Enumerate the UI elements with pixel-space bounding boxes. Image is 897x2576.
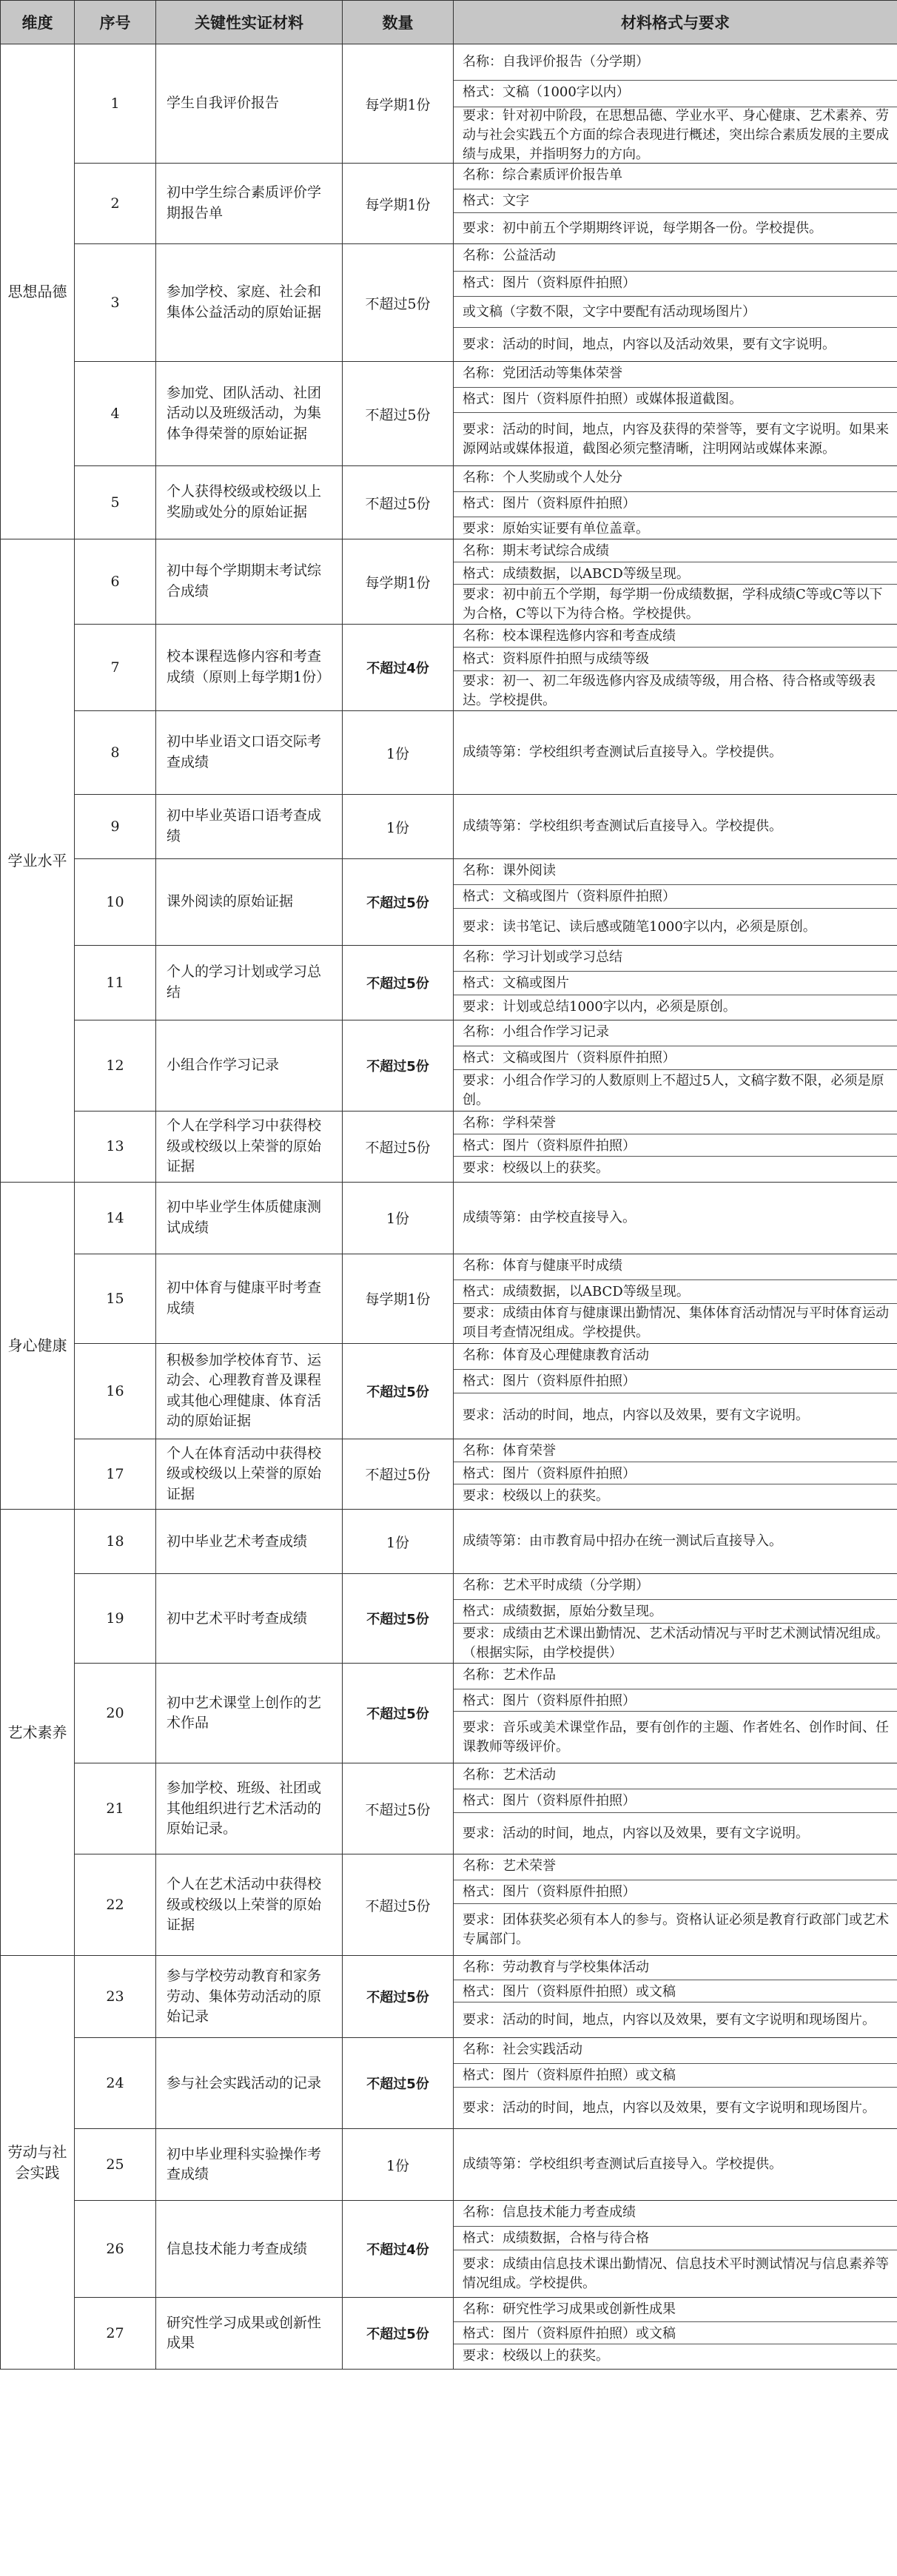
table-row	[1, 362, 897, 466]
material-cell: 参与社会实践活动的记录	[156, 2038, 343, 2129]
requirement-line	[454, 908, 897, 945]
requirement-line	[454, 1134, 897, 1156]
requirements-cell	[454, 466, 897, 539]
requirement-text: 要求：初中前五个学期期终评说，每学期各一份。学校提供。	[463, 220, 822, 236]
requirement-line	[454, 44, 897, 80]
table-row	[1, 711, 897, 795]
table-row	[1, 164, 897, 244]
table-row	[1, 946, 897, 1020]
requirement-text: 要求：成绩由信息技术课出勤情况、信息技术平时测试情况与信息素养等情况组成。学校提供。	[463, 2256, 889, 2291]
requirement-text: 格式：文字	[463, 193, 529, 209]
material-cell: 参加学校、班级、社团或其他组织进行艺术活动的原始记录。	[156, 1763, 343, 1854]
requirement-text: 名称：校本课程选修内容和考查成绩	[463, 628, 676, 644]
requirement-text: 要求：读书笔记、读后感或随笔1000字以内，必须是原创。	[463, 918, 816, 935]
requirement-line	[454, 1462, 897, 1484]
requirement-line	[454, 2087, 897, 2128]
requirement-text: 名称：研究性学习成果或创新性成果	[463, 2301, 676, 2318]
requirements-cell	[454, 1763, 897, 1854]
requirement-text: 格式：图片（资料原件拍照）或媒体报道截图。	[463, 391, 742, 407]
requirement-line: 成绩等第：学校组织考查测试后直接导入。学校提供。	[463, 818, 782, 834]
row-number: 22	[75, 1854, 156, 1956]
header-number: 序号	[75, 1, 156, 44]
quantity-cell: 每学期1份	[343, 1254, 454, 1343]
row-number: 12	[75, 1020, 156, 1112]
requirement-text: 格式：图片（资料原件拍照）	[463, 1465, 636, 1482]
material-cell: 参加党、团队活动、社团活动以及班级活动，为集体争得荣誉的原始证据	[156, 362, 343, 466]
material-cell: 校本课程选修内容和考查成绩（原则上每学期1份）	[156, 625, 343, 711]
requirement-line	[454, 670, 897, 710]
requirements-cell	[454, 1574, 897, 1664]
requirement-line	[454, 1344, 897, 1369]
requirement-line	[454, 1439, 897, 1462]
header-quantity: 数量	[343, 1, 454, 44]
requirement-text: 要求：计划或总结1000字以内，必须是原创。	[463, 999, 736, 1015]
requirement-text: 格式：图片（资料原件拍照）	[463, 1693, 636, 1709]
table-row	[1, 1854, 897, 1956]
header-dimension: 维度	[1, 1, 75, 44]
requirements-cell	[454, 1254, 897, 1343]
table-row	[1, 1510, 897, 1574]
dimension-cell: 学业水平	[1, 539, 75, 1183]
requirement-line	[454, 2298, 897, 2321]
material-cell: 小组合作学习记录	[156, 1020, 343, 1112]
row-number: 21	[75, 1763, 156, 1854]
requirement-line	[454, 1763, 897, 1789]
requirement-text: 要求：原始实证要有单位盖章。	[463, 521, 649, 537]
requirement-line	[454, 1689, 897, 1711]
requirements-cell	[454, 1439, 897, 1510]
material-cell: 参加学校、家庭、社会和集体公益活动的原始证据	[156, 244, 343, 362]
quantity-cell: 1份	[343, 1510, 454, 1574]
quantity-cell: 不超过4份	[343, 625, 454, 711]
requirements-cell	[454, 795, 897, 859]
requirement-line	[454, 2344, 897, 2369]
requirements-cell	[454, 1112, 897, 1183]
requirement-text: 要求：活动的时间，地点，内容以及效果，要有文字说明和现场图片。	[463, 2011, 876, 2028]
requirement-line	[454, 244, 897, 271]
quantity-cell: 不超过5份	[343, 1343, 454, 1439]
quantity-cell: 不超过5份	[343, 2038, 454, 2129]
row-number: 2	[75, 164, 156, 244]
requirement-line	[454, 189, 897, 212]
requirement-line	[454, 884, 897, 908]
requirement-line	[454, 2226, 897, 2250]
requirement-text: 要求：成绩由艺术课出勤情况、艺术活动情况与平时艺术测试情况组成。（根据实际，由学校提供）	[463, 1625, 889, 1661]
quantity-cell: 1份	[343, 795, 454, 859]
requirement-line	[454, 539, 897, 562]
requirement-line	[454, 2250, 897, 2297]
requirement-text: 格式：资料原件拍照与成绩等级	[463, 651, 649, 667]
row-number: 3	[75, 244, 156, 362]
requirements-cell	[454, 1664, 897, 1763]
quantity-cell: 不超过4份	[343, 2201, 454, 2298]
dimension-cell: 思想品德	[1, 44, 75, 539]
material-cell: 初中艺术平时考查成绩	[156, 1574, 343, 1664]
requirement-line	[454, 1903, 897, 1955]
quantity-cell: 不超过5份	[343, 466, 454, 539]
requirement-text: 格式：文稿或图片	[463, 975, 569, 991]
row-number: 20	[75, 1664, 156, 1763]
requirement-line	[454, 995, 897, 1020]
requirement-line	[454, 212, 897, 243]
requirement-text: 格式：图片（资料原件拍照）	[463, 1138, 636, 1154]
requirements-cell	[454, 1854, 897, 1956]
requirement-text: 格式：图片（资料原件拍照）	[463, 1373, 636, 1389]
material-cell: 积极参加学校体育节、运动会、心理教育普及课程或其他心理健康、体育活动的原始证据	[156, 1343, 343, 1439]
requirement-text: 格式：文稿或图片（资料原件拍照）	[463, 1050, 676, 1066]
requirement-text: 名称：艺术活动	[463, 1767, 556, 1783]
quantity-cell: 不超过5份	[343, 1439, 454, 1510]
requirement-line	[454, 2038, 897, 2063]
requirement-line	[454, 1880, 897, 1903]
quantity-cell: 每学期1份	[343, 539, 454, 625]
requirement-text: 要求：小组合作学习的人数原则上不超过5人，文稿字数不限，必须是原创。	[463, 1072, 884, 1108]
requirement-text: 格式：成绩数据，合格与待合格	[463, 2230, 649, 2247]
requirement-text: 格式：成绩数据，以ABCD等级呈现。	[463, 1283, 690, 1299]
requirement-line	[454, 1623, 897, 1663]
requirement-text: 要求：活动的时间，地点，内容以及效果，要有文字说明和现场图片。	[463, 2099, 876, 2116]
material-cell: 个人获得校级或校级以上奖励或处分的原始证据	[156, 466, 343, 539]
requirement-line	[454, 859, 897, 884]
table-row	[1, 795, 897, 859]
requirement-text: 要求：校级以上的获奖。	[463, 1487, 609, 1504]
row-number: 18	[75, 1510, 156, 1574]
requirement-text: 格式：图片（资料原件拍照）或文稿	[463, 2326, 676, 2342]
table-row	[1, 2298, 897, 2370]
table-row	[1, 2129, 897, 2201]
requirement-text: 名称：体育与健康平时成绩	[463, 1257, 622, 1274]
quantity-cell: 不超过5份	[343, 946, 454, 1020]
requirement-line	[454, 1980, 897, 2002]
requirement-line	[454, 1156, 897, 1178]
dimension-cell: 劳动与社会实践	[1, 1956, 75, 2370]
row-number: 17	[75, 1439, 156, 1510]
requirement-line	[454, 2063, 897, 2087]
quantity-cell: 每学期1份	[343, 164, 454, 244]
requirement-text: 名称：体育荣誉	[463, 1442, 556, 1459]
requirement-text: 格式：图片（资料原件拍照）	[463, 1793, 636, 1809]
material-cell: 初中毕业理科实验操作考查成绩	[156, 2129, 343, 2201]
table-row	[1, 44, 897, 164]
material-cell: 初中毕业语文口语交际考查成绩	[156, 711, 343, 795]
requirement-line	[454, 362, 897, 387]
requirement-line	[454, 1599, 897, 1623]
requirements-cell	[454, 625, 897, 711]
quantity-cell: 不超过5份	[343, 859, 454, 946]
row-number: 24	[75, 2038, 156, 2129]
requirement-line	[454, 625, 897, 647]
table-row	[1, 625, 897, 711]
table-row	[1, 1439, 897, 1510]
row-number: 23	[75, 1956, 156, 2038]
requirement-text: 名称：期末考试综合成绩	[463, 543, 609, 559]
requirement-text: 名称：艺术平时成绩（分学期）	[463, 1578, 649, 1594]
table-row	[1, 1254, 897, 1343]
requirements-cell	[454, 1182, 897, 1254]
row-number: 8	[75, 711, 156, 795]
requirement-text: 格式：成绩数据，原始分数呈现。	[463, 1604, 662, 1620]
requirement-text: 格式：文稿（1000字以内）	[463, 84, 630, 100]
requirements-cell	[454, 1343, 897, 1439]
table-row	[1, 1182, 897, 1254]
requirement-text: 名称：个人奖励或个人处分	[463, 470, 622, 485]
material-cell: 初中毕业艺术考查成绩	[156, 1510, 343, 1574]
requirement-text: 要求：初一、初二年级选修内容及成绩等级，用合格、待合格或等级表达。学校提供。	[463, 673, 876, 708]
quantity-cell: 不超过5份	[343, 1112, 454, 1183]
table-row	[1, 2201, 897, 2298]
requirement-line	[454, 387, 897, 412]
requirements-cell	[454, 362, 897, 466]
row-number: 11	[75, 946, 156, 1020]
requirements-cell	[454, 2038, 897, 2129]
requirements-cell	[454, 1020, 897, 1112]
requirement-line	[454, 1112, 897, 1134]
requirement-text: 要求：活动的时间，地点，内容以及效果，要有文字说明。	[463, 1825, 809, 1841]
table-row	[1, 244, 897, 362]
row-number: 10	[75, 859, 156, 946]
material-cell: 课外阅读的原始证据	[156, 859, 343, 946]
requirement-text: 名称：社会实践活动	[463, 2042, 582, 2058]
requirements-cell	[454, 1956, 897, 2038]
requirement-line	[454, 1484, 897, 1509]
requirement-line	[454, 2201, 897, 2226]
requirements-cell	[454, 244, 897, 362]
requirement-line	[454, 1254, 897, 1279]
material-cell: 初中体育与健康平时考查成绩	[156, 1254, 343, 1343]
requirements-cell	[454, 2129, 897, 2201]
table-row	[1, 1574, 897, 1664]
row-number: 13	[75, 1112, 156, 1183]
material-cell: 初中毕业学生体质健康测试成绩	[156, 1182, 343, 1254]
requirement-line	[454, 491, 897, 517]
requirement-line	[454, 271, 897, 296]
requirement-line	[454, 584, 897, 624]
requirement-line	[454, 1789, 897, 1812]
requirement-line: 成绩等第：学校组织考查测试后直接导入。学校提供。	[463, 2156, 782, 2173]
quantity-cell: 不超过5份	[343, 244, 454, 362]
material-cell: 研究性学习成果或创新性成果	[156, 2298, 343, 2370]
material-cell: 学生自我评价报告	[156, 44, 343, 164]
requirement-text: 或文稿（字数不限，文字中要配有活动现场图片）	[463, 303, 756, 320]
quantity-cell: 1份	[343, 1182, 454, 1254]
requirement-text: 名称：公益活动	[463, 248, 556, 263]
requirement-line	[454, 466, 897, 491]
requirement-line	[454, 946, 897, 971]
requirement-line	[454, 1393, 897, 1439]
requirements-cell	[454, 2201, 897, 2298]
dimension-cell: 身心健康	[1, 1182, 75, 1510]
requirement-line	[454, 1812, 897, 1854]
requirement-text: 名称：课外阅读	[463, 863, 556, 878]
header-requirements: 材料格式与要求	[454, 1, 897, 44]
requirement-line	[454, 2321, 897, 2344]
requirement-line	[454, 2002, 897, 2037]
requirement-text: 格式：文稿或图片（资料原件拍照）	[463, 889, 676, 904]
requirement-line	[454, 1279, 897, 1303]
table-row	[1, 1343, 897, 1439]
quantity-cell: 不超过5份	[343, 362, 454, 466]
table-row	[1, 1112, 897, 1183]
requirement-line	[454, 647, 897, 670]
quantity-cell: 不超过5份	[343, 1854, 454, 1956]
requirement-text: 名称：学科荣誉	[463, 1115, 556, 1131]
material-cell: 初中毕业英语口语考查成绩	[156, 795, 343, 859]
row-number: 26	[75, 2201, 156, 2298]
requirements-cell	[454, 711, 897, 795]
table-row	[1, 539, 897, 625]
material-cell: 初中艺术课堂上创作的艺术作品	[156, 1664, 343, 1763]
row-number: 16	[75, 1343, 156, 1439]
requirement-text: 名称：学习计划或学习总结	[463, 949, 622, 965]
material-cell: 初中学生综合素质评价学期报告单	[156, 164, 343, 244]
requirement-text: 名称：党团活动等集体荣誉	[463, 366, 622, 381]
requirement-line	[454, 971, 897, 995]
requirement-line	[454, 562, 897, 584]
row-number: 4	[75, 362, 156, 466]
row-number: 25	[75, 2129, 156, 2201]
requirement-text: 格式：图片（资料原件拍照）	[463, 496, 636, 511]
requirement-line	[454, 1664, 897, 1689]
requirement-text: 格式：成绩数据，以ABCD等级呈现。	[463, 566, 690, 582]
requirements-cell	[454, 2298, 897, 2370]
table-row	[1, 1020, 897, 1112]
material-cell: 初中每个学期期末考试综合成绩	[156, 539, 343, 625]
requirements-cell	[454, 164, 897, 244]
material-cell: 信息技术能力考查成绩	[156, 2201, 343, 2298]
requirement-text: 名称：艺术作品	[463, 1667, 556, 1684]
material-cell: 个人在体育活动中获得校级或校级以上荣誉的原始证据	[156, 1439, 343, 1510]
requirement-text: 要求：针对初中阶段，在思想品德、学业水平、身心健康、艺术素养、劳动与社会实践五个方面的综合表现进行概述，突出综合素质发展的主要成绩与成果，并指明努力的方向。	[463, 107, 889, 162]
row-number: 27	[75, 2298, 156, 2370]
requirement-line: 成绩等第：由市教育局中招办在统一测试后直接导入。	[463, 1533, 782, 1550]
requirement-line	[454, 517, 897, 539]
requirement-line	[454, 1711, 897, 1763]
quantity-cell: 不超过5份	[343, 1574, 454, 1664]
requirement-line	[454, 1574, 897, 1599]
table-row	[1, 466, 897, 539]
requirement-text: 要求：成绩由体育与健康课出勤情况、集体体育活动情况与平时体育运动项目考查情况组成。学校提供。	[463, 1305, 889, 1341]
requirement-text: 名称：自我评价报告（分学期）	[463, 54, 649, 70]
row-number: 15	[75, 1254, 156, 1343]
quantity-cell: 不超过5份	[343, 1956, 454, 2038]
table-row	[1, 1956, 897, 2038]
requirement-line	[454, 1854, 897, 1880]
requirements-cell	[454, 946, 897, 1020]
requirement-text: 名称：劳动教育与学校集体活动	[463, 1960, 649, 1976]
requirement-line	[454, 1069, 897, 1111]
dimension-cell: 艺术素养	[1, 1510, 75, 1956]
quantity-cell: 不超过5份	[343, 1664, 454, 1763]
requirement-text: 要求：校级以上的获奖。	[463, 1160, 609, 1176]
row-number: 6	[75, 539, 156, 625]
quantity-cell: 每学期1份	[343, 44, 454, 164]
requirement-text: 名称：小组合作学习记录	[463, 1024, 609, 1040]
requirement-line	[454, 164, 897, 189]
requirement-text: 要求：音乐或美术课堂作品，要有创作的主题、作者姓名、创作时间、任课教师等级评价。	[463, 1719, 889, 1755]
row-number: 5	[75, 466, 156, 539]
requirement-line	[454, 296, 897, 327]
requirement-line	[454, 412, 897, 465]
quantity-cell: 1份	[343, 711, 454, 795]
table-body	[1, 44, 897, 2370]
requirement-text: 名称：综合素质评价报告单	[463, 167, 622, 183]
requirements-cell	[454, 859, 897, 946]
requirement-text: 格式：图片（资料原件拍照）	[463, 1884, 636, 1900]
requirement-text: 名称：体育及心理健康教育活动	[463, 1347, 649, 1363]
row-number: 9	[75, 795, 156, 859]
requirement-line	[454, 1046, 897, 1069]
requirements-cell	[454, 539, 897, 625]
requirement-line: 成绩等第：学校组织考查测试后直接导入。学校提供。	[463, 744, 782, 760]
requirement-text: 格式：图片（资料原件拍照）或文稿	[463, 2068, 676, 2084]
requirement-text: 要求：活动的时间，地点，内容以及效果，要有文字说明。	[463, 1408, 809, 1424]
table-row	[1, 2038, 897, 2129]
requirement-text: 名称：艺术荣誉	[463, 1858, 556, 1874]
material-cell: 个人在学科学习中获得校级或校级以上荣誉的原始证据	[156, 1112, 343, 1183]
row-number: 1	[75, 44, 156, 164]
requirement-text: 名称：信息技术能力考查成绩	[463, 2205, 636, 2221]
requirement-text: 要求：活动的时间，地点，内容以及活动效果，要有文字说明。	[463, 336, 836, 352]
header-row	[1, 1, 897, 44]
quantity-cell: 不超过5份	[343, 1763, 454, 1854]
quantity-cell: 1份	[343, 2129, 454, 2201]
quantity-cell: 不超过5份	[343, 1020, 454, 1112]
requirement-line	[454, 1369, 897, 1393]
requirement-line	[454, 1956, 897, 1980]
requirement-line	[454, 80, 897, 107]
table-row	[1, 859, 897, 946]
requirement-line: 成绩等第：由学校直接导入。	[463, 1209, 636, 1225]
material-cell: 个人的学习计划或学习总结	[156, 946, 343, 1020]
requirement-line	[454, 1020, 897, 1046]
table-row	[1, 1763, 897, 1854]
row-number: 14	[75, 1182, 156, 1254]
requirement-line	[454, 1303, 897, 1343]
requirement-text: 要求：校级以上的获奖。	[463, 2348, 609, 2364]
requirement-text: 格式：图片（资料原件拍照）或文稿	[463, 1984, 676, 2000]
row-number: 19	[75, 1574, 156, 1664]
requirements-cell	[454, 1510, 897, 1574]
material-cell: 参与学校劳动教育和家务劳动、集体劳动活动的原始记录	[156, 1956, 343, 2038]
quantity-cell: 不超过5份	[343, 2298, 454, 2370]
requirement-text: 格式：图片（资料原件拍照）	[463, 275, 636, 291]
row-number: 7	[75, 625, 156, 711]
requirements-cell	[454, 44, 897, 164]
requirement-line	[454, 107, 897, 163]
table-row	[1, 1664, 897, 1763]
material-cell: 个人在艺术活动中获得校级或校级以上荣誉的原始证据	[156, 1854, 343, 1956]
requirement-text: 要求：活动的时间，地点，内容及获得的荣誉等，要有文字说明。如果来源网站或媒体报道，截图必须完整清晰，注明网站或媒体来源。	[463, 421, 889, 457]
requirement-text: 要求：团体获奖必须有本人的参与。资格认证必须是教育行政部门或艺术专属部门。	[463, 1911, 889, 1947]
requirement-line	[454, 327, 897, 361]
requirement-text: 要求：初中前五个学期，每学期一份成绩数据，学科成绩C等或C等以下为合格，C等以下为待合格。学校提供。	[463, 586, 883, 622]
header-material: 关键性实证材料	[156, 1, 343, 44]
